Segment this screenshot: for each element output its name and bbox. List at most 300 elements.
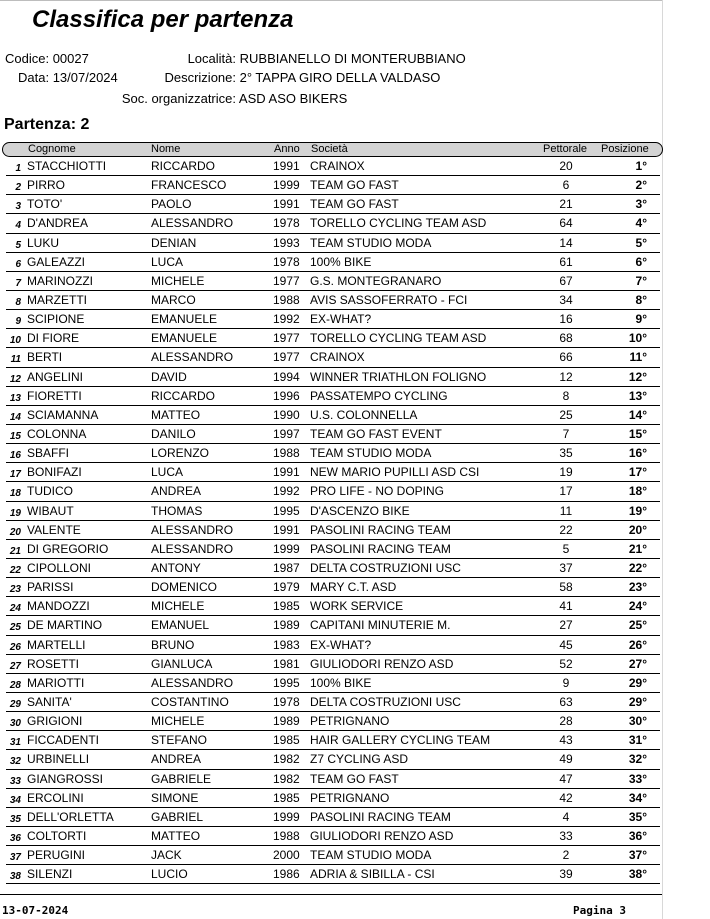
cell-pettorale: 49 bbox=[559, 752, 573, 767]
cell-anno: 1979 bbox=[273, 580, 300, 595]
cell-cognome: ANGELINI bbox=[27, 369, 84, 384]
cell-cognome: STACCHIOTTI bbox=[27, 159, 107, 173]
cell-cognome: TUDICO bbox=[27, 484, 73, 499]
cell-cognome: DI GREGORIO bbox=[27, 541, 109, 556]
cell-row-number: 31 bbox=[9, 737, 21, 749]
cell-posizione: 7° bbox=[635, 273, 647, 288]
top-border bbox=[0, 0, 662, 1]
data-label: Data: bbox=[18, 70, 50, 85]
cell-anno: 1999 bbox=[273, 541, 300, 556]
cell-anno: 1987 bbox=[273, 560, 300, 575]
cell-anno: 1983 bbox=[273, 637, 300, 652]
table-row bbox=[0, 368, 662, 387]
cell-societa: PRO LIFE - NO DOPING bbox=[310, 484, 445, 499]
cell-cognome: MANDOZZI bbox=[27, 599, 90, 614]
cell-row-number: 7 bbox=[15, 277, 21, 289]
cell-nome: ALESSANDRO bbox=[151, 522, 234, 537]
cell-cognome: SANITA' bbox=[27, 694, 72, 709]
cell-societa: HAIR GALLERY CYCLING TEAM bbox=[310, 733, 491, 748]
descrizione-label: Descrizione: bbox=[164, 70, 236, 85]
cell-cognome: FICCADENTI bbox=[27, 733, 99, 748]
cell-posizione: 22° bbox=[628, 560, 647, 575]
cell-pettorale: 21 bbox=[559, 197, 573, 212]
cell-nome: BRUNO bbox=[151, 637, 195, 652]
table-row bbox=[0, 770, 662, 789]
cell-societa: CRAINOX bbox=[310, 159, 365, 173]
table-row bbox=[0, 750, 662, 769]
cell-pettorale: 58 bbox=[559, 580, 573, 595]
col-cognome: Cognome bbox=[28, 143, 76, 155]
cell-nome: ALESSANDRO bbox=[151, 541, 234, 556]
cell-row-number: 38 bbox=[9, 871, 21, 883]
cell-societa: U.S. COLONNELLA bbox=[310, 407, 418, 422]
table-row bbox=[0, 425, 662, 444]
table-row bbox=[0, 789, 662, 808]
cell-cognome: BERTI bbox=[27, 350, 63, 365]
cell-societa: PETRIGNANO bbox=[310, 714, 390, 729]
cell-anno: 2000 bbox=[273, 848, 300, 863]
cell-nome: LUCA bbox=[151, 465, 184, 480]
cell-row-number: 25 bbox=[9, 622, 21, 634]
cell-anno: 1995 bbox=[273, 503, 300, 518]
table-row bbox=[0, 272, 662, 291]
cell-posizione: 14° bbox=[628, 407, 647, 422]
cell-row-number: 11 bbox=[10, 354, 21, 366]
cell-row-number: 20 bbox=[9, 526, 21, 538]
cell-pettorale: 17 bbox=[559, 484, 573, 499]
cell-societa: MARY C.T. ASD bbox=[310, 580, 397, 595]
cell-anno: 1993 bbox=[273, 235, 300, 250]
table-row bbox=[0, 406, 662, 425]
table-row bbox=[0, 502, 662, 521]
cell-row-number: 3 bbox=[15, 201, 21, 213]
cell-posizione: 23° bbox=[628, 580, 647, 595]
cell-societa: EX-WHAT? bbox=[310, 312, 372, 327]
cell-posizione: 3° bbox=[635, 197, 647, 212]
cell-pettorale: 27 bbox=[559, 618, 573, 633]
cell-posizione: 11° bbox=[629, 350, 647, 365]
cell-pettorale: 63 bbox=[559, 694, 573, 709]
cell-pettorale: 34 bbox=[559, 292, 573, 307]
cell-societa: Z7 CYCLING ASD bbox=[310, 752, 409, 767]
cell-pettorale: 5 bbox=[562, 541, 570, 556]
cell-row-number: 14 bbox=[9, 411, 21, 423]
cell-row-number: 9 bbox=[15, 316, 21, 328]
cell-pettorale: 41 bbox=[559, 599, 573, 614]
table-row bbox=[0, 636, 662, 655]
table-row bbox=[0, 387, 662, 406]
table-row bbox=[0, 597, 662, 616]
cell-nome: EMANUELE bbox=[151, 312, 218, 327]
cell-cognome: URBINELLI bbox=[27, 752, 90, 767]
cell-societa: TORELLO CYCLING TEAM ASD bbox=[310, 216, 487, 231]
cell-pettorale: 64 bbox=[559, 216, 573, 231]
cell-nome: DAVID bbox=[151, 369, 187, 384]
cell-societa: WORK SERVICE bbox=[310, 599, 404, 614]
cell-posizione: 8° bbox=[635, 292, 647, 307]
cell-row-number: 33 bbox=[9, 775, 21, 787]
partenza-heading bbox=[4, 116, 89, 134]
cell-societa: CAPITANI MINUTERIE M. bbox=[310, 618, 451, 633]
cell-nome: MATTEO bbox=[151, 828, 201, 843]
table-row bbox=[0, 655, 662, 674]
table-row bbox=[0, 808, 662, 827]
cell-posizione: 1° bbox=[635, 159, 647, 173]
cell-posizione: 24° bbox=[628, 599, 647, 614]
cell-nome: EMANUEL bbox=[151, 618, 210, 633]
cell-pettorale: 47 bbox=[559, 771, 573, 786]
cell-societa: GIULIODORI RENZO ASD bbox=[310, 828, 454, 843]
cell-posizione: 27° bbox=[628, 656, 647, 671]
cell-anno: 1991 bbox=[273, 522, 300, 537]
codice-value: 00027 bbox=[52, 51, 89, 66]
table-row bbox=[0, 157, 662, 176]
cell-posizione: 33° bbox=[628, 771, 647, 786]
table-row bbox=[0, 827, 662, 846]
cell-nome: LUCIO bbox=[151, 867, 188, 882]
cell-nome: DANILO bbox=[151, 426, 196, 441]
cell-societa: GIULIODORI RENZO ASD bbox=[310, 656, 454, 671]
cell-cognome: SCIAMANNA bbox=[27, 407, 99, 422]
cell-nome: ANDREA bbox=[151, 752, 202, 767]
cell-anno: 1982 bbox=[273, 771, 300, 786]
cell-pettorale: 19 bbox=[559, 465, 573, 480]
cell-nome: GABRIEL bbox=[151, 809, 204, 824]
cell-anno: 1992 bbox=[273, 484, 300, 499]
table-row bbox=[0, 234, 662, 253]
cell-nome: SIMONE bbox=[151, 790, 199, 805]
cell-pettorale: 33 bbox=[559, 828, 573, 843]
cell-nome: ALESSANDRO bbox=[151, 216, 234, 231]
cell-posizione: 5° bbox=[635, 235, 647, 250]
cell-row-number: 23 bbox=[9, 584, 21, 596]
cell-pettorale: 66 bbox=[559, 350, 573, 365]
cell-anno: 1981 bbox=[273, 656, 300, 671]
table-row bbox=[0, 674, 662, 693]
cell-societa: DELTA COSTRUZIONI USC bbox=[310, 694, 461, 709]
cell-nome: STEFANO bbox=[151, 733, 208, 748]
cell-cognome: LUKU bbox=[27, 235, 60, 250]
cell-anno: 1990 bbox=[273, 407, 300, 422]
cell-row-number: 16 bbox=[9, 450, 21, 462]
right-border bbox=[662, 0, 663, 919]
cell-cognome: PERUGINI bbox=[27, 848, 86, 863]
cell-anno: 1977 bbox=[273, 350, 300, 365]
cell-pettorale: 37 bbox=[559, 560, 573, 575]
cell-row-number: 15 bbox=[9, 430, 21, 442]
cell-nome: MARCO bbox=[151, 292, 196, 307]
cell-societa: TEAM STUDIO MODA bbox=[310, 848, 432, 863]
soc-field bbox=[100, 91, 347, 106]
cell-anno: 1992 bbox=[273, 312, 300, 327]
cell-row-number: 26 bbox=[9, 641, 21, 653]
cell-anno: 1985 bbox=[273, 733, 300, 748]
table-row bbox=[0, 540, 662, 559]
col-posizione: Posizione bbox=[601, 143, 649, 155]
cell-posizione: 26° bbox=[628, 637, 647, 652]
cell-posizione: 20° bbox=[628, 522, 647, 537]
table-row bbox=[0, 348, 662, 367]
cell-cognome: WIBAUT bbox=[27, 503, 74, 518]
cell-cognome: CIPOLLONI bbox=[27, 560, 92, 575]
cell-posizione: 15° bbox=[628, 426, 647, 441]
cell-nome: RICCARDO bbox=[151, 159, 216, 173]
table-row bbox=[0, 310, 662, 329]
cell-anno: 1985 bbox=[273, 790, 300, 805]
cell-nome: ALESSANDRO bbox=[151, 675, 234, 690]
soc-label: Soc. organizzatrice: bbox=[121, 91, 236, 106]
table-row bbox=[0, 176, 662, 195]
cell-row-number: 36 bbox=[9, 832, 21, 844]
cell-posizione: 25° bbox=[628, 618, 647, 633]
cell-nome: DOMENICO bbox=[151, 580, 217, 595]
cell-anno: 1977 bbox=[273, 331, 300, 346]
table-header bbox=[2, 142, 663, 157]
cell-cognome: GRIGIONI bbox=[27, 714, 83, 729]
cell-pettorale: 35 bbox=[559, 446, 573, 461]
col-pettorale: Pettorale bbox=[543, 143, 588, 155]
cell-row-number: 32 bbox=[9, 756, 21, 768]
cell-cognome: GALEAZZI bbox=[27, 254, 86, 269]
footer-rule bbox=[0, 894, 662, 895]
cell-anno: 1991 bbox=[273, 465, 300, 480]
cell-posizione: 21° bbox=[628, 541, 647, 556]
table-row bbox=[0, 731, 662, 750]
cell-anno: 1988 bbox=[273, 828, 300, 843]
cell-posizione: 10° bbox=[628, 331, 647, 346]
cell-societa: 100% BIKE bbox=[310, 254, 372, 269]
table-row bbox=[0, 444, 662, 463]
cell-societa: D'ASCENZO BIKE bbox=[310, 503, 410, 518]
cell-anno: 1985 bbox=[273, 599, 300, 614]
cell-nome: ANDREA bbox=[151, 484, 202, 499]
table-row bbox=[0, 559, 662, 578]
codice-label: Codice: bbox=[5, 51, 50, 66]
cell-nome: LORENZO bbox=[151, 446, 210, 461]
cell-societa: 100% BIKE bbox=[310, 675, 372, 690]
cell-pettorale: 43 bbox=[559, 733, 573, 748]
table-row bbox=[0, 482, 662, 501]
cell-row-number: 6 bbox=[15, 258, 21, 270]
cell-societa: TEAM GO FAST bbox=[310, 197, 399, 212]
cell-societa: NEW MARIO PUPILLI ASD CSI bbox=[310, 465, 480, 480]
cell-cognome: MARTELLI bbox=[27, 637, 86, 652]
cell-anno: 1989 bbox=[273, 714, 300, 729]
cell-pettorale: 45 bbox=[559, 637, 573, 652]
cell-anno: 1982 bbox=[273, 752, 300, 767]
cell-pettorale: 25 bbox=[559, 407, 573, 422]
cell-posizione: 4° bbox=[635, 216, 647, 231]
cell-posizione: 19° bbox=[628, 503, 647, 518]
cell-cognome: FIORETTI bbox=[27, 388, 82, 403]
partenza-label: Partenza: bbox=[4, 116, 77, 133]
table-row bbox=[0, 329, 662, 348]
cell-nome: EMANUELE bbox=[151, 331, 218, 346]
cell-cognome: D'ANDREA bbox=[27, 216, 88, 231]
col-anno: Anno bbox=[274, 143, 300, 155]
descrizione-field bbox=[100, 70, 440, 85]
table-row bbox=[0, 693, 662, 712]
table-row bbox=[0, 616, 662, 635]
cell-societa: TEAM GO FAST bbox=[310, 771, 399, 786]
cell-societa: PASSATEMPO CYCLING bbox=[310, 388, 448, 403]
cell-cognome: SILENZI bbox=[27, 867, 73, 882]
cell-pettorale: 39 bbox=[559, 867, 573, 882]
cell-anno: 1986 bbox=[273, 867, 300, 882]
cell-nome: GIANLUCA bbox=[151, 656, 213, 671]
cell-anno: 1989 bbox=[273, 618, 300, 633]
cell-cognome: MARINOZZI bbox=[27, 273, 93, 288]
cell-cognome: DI FIORE bbox=[27, 331, 80, 346]
table-row bbox=[0, 578, 662, 597]
localita-label: Località: bbox=[187, 51, 236, 66]
cell-row-number: 34 bbox=[9, 794, 21, 806]
cell-pettorale: 61 bbox=[559, 254, 573, 269]
cell-cognome: DE MARTINO bbox=[27, 618, 103, 633]
cell-row-number: 28 bbox=[9, 679, 21, 691]
cell-nome: MICHELE bbox=[151, 599, 205, 614]
cell-nome: MICHELE bbox=[151, 273, 205, 288]
results-table bbox=[0, 157, 662, 884]
cell-posizione: 12° bbox=[628, 369, 647, 384]
cell-row-number: 12 bbox=[9, 373, 21, 385]
table-row bbox=[0, 214, 662, 233]
cell-societa: CRAINOX bbox=[310, 350, 365, 365]
cell-pettorale: 7 bbox=[562, 426, 570, 441]
cell-pettorale: 6 bbox=[562, 178, 570, 193]
cell-row-number: 10 bbox=[9, 335, 21, 347]
cell-societa: TEAM GO FAST bbox=[310, 178, 399, 193]
cell-cognome: VALENTE bbox=[27, 522, 81, 537]
cell-nome: THOMAS bbox=[151, 503, 203, 518]
table-row bbox=[0, 291, 662, 310]
cell-posizione: 13° bbox=[628, 388, 647, 403]
cell-row-number: 22 bbox=[9, 564, 21, 576]
partenza-value: 2 bbox=[80, 116, 90, 133]
cell-anno: 1999 bbox=[273, 178, 300, 193]
cell-nome: MICHELE bbox=[151, 714, 205, 729]
localita-field bbox=[100, 51, 466, 66]
cell-pettorale: 22 bbox=[559, 522, 573, 537]
cell-posizione: 34° bbox=[628, 790, 647, 805]
cell-societa: ADRIA & SIBILLA - CSI bbox=[310, 867, 435, 882]
cell-nome: COSTANTINO bbox=[151, 694, 229, 709]
cell-posizione: 30° bbox=[628, 714, 647, 729]
cell-row-number: 30 bbox=[9, 718, 21, 730]
cell-nome: ALESSANDRO bbox=[151, 350, 234, 365]
codice-field bbox=[5, 51, 89, 66]
cell-cognome: BONIFAZI bbox=[27, 465, 82, 480]
cell-cognome: GIANGROSSI bbox=[27, 771, 104, 786]
table-row bbox=[0, 195, 662, 214]
col-societa: Società bbox=[311, 143, 348, 155]
cell-societa: PASOLINI RACING TEAM bbox=[310, 809, 451, 824]
cell-posizione: 2° bbox=[635, 178, 647, 193]
cell-societa: EX-WHAT? bbox=[310, 637, 372, 652]
cell-row-number: 4 bbox=[15, 220, 21, 232]
footer-page: Pagina 3 bbox=[573, 904, 626, 917]
cell-anno: 1978 bbox=[273, 216, 300, 231]
cell-anno: 1997 bbox=[273, 426, 300, 441]
data-value: 13/07/2024 bbox=[52, 70, 118, 85]
cell-posizione: 6° bbox=[635, 254, 647, 269]
cell-pettorale: 14 bbox=[559, 235, 573, 250]
cell-pettorale: 12 bbox=[559, 369, 573, 384]
cell-anno: 1988 bbox=[273, 292, 300, 307]
page-title: Classifica per partenza bbox=[32, 6, 294, 33]
cell-row-number: 18 bbox=[9, 488, 21, 500]
cell-anno: 1991 bbox=[273, 159, 300, 173]
cell-posizione: 18° bbox=[628, 484, 647, 499]
cell-posizione: 16° bbox=[628, 446, 647, 461]
table-row bbox=[0, 463, 662, 482]
cell-row-number: 21 bbox=[9, 545, 21, 557]
cell-row-number: 35 bbox=[9, 813, 21, 825]
cell-row-number: 8 bbox=[15, 296, 21, 308]
cell-cognome: PARISSI bbox=[27, 580, 74, 595]
cell-posizione: 17° bbox=[628, 465, 647, 480]
cell-row-number: 13 bbox=[9, 392, 21, 404]
cell-posizione: 32° bbox=[628, 752, 647, 767]
cell-pettorale: 68 bbox=[559, 331, 573, 346]
cell-posizione: 36° bbox=[628, 828, 647, 843]
cell-anno: 1995 bbox=[273, 675, 300, 690]
col-nome: Nome bbox=[151, 143, 181, 155]
row-separator bbox=[6, 883, 660, 884]
cell-societa: DELTA COSTRUZIONI USC bbox=[310, 560, 461, 575]
cell-posizione: 29° bbox=[628, 694, 647, 709]
cell-anno: 1978 bbox=[273, 254, 300, 269]
descrizione-value: 2° TAPPA GIRO DELLA VALDASO bbox=[239, 70, 441, 85]
table-row bbox=[0, 712, 662, 731]
cell-nome: DENIAN bbox=[151, 235, 197, 250]
table-row bbox=[0, 521, 662, 540]
cell-pettorale: 52 bbox=[559, 656, 573, 671]
cell-nome: JACK bbox=[151, 848, 182, 863]
cell-cognome: TOTO' bbox=[27, 197, 63, 212]
cell-nome: LUCA bbox=[151, 254, 184, 269]
localita-value: RUBBIANELLO DI MONTERUBBIANO bbox=[239, 51, 466, 66]
cell-pettorale: 28 bbox=[559, 714, 573, 729]
cell-cognome: DELL'ORLETTA bbox=[27, 809, 114, 824]
table-row bbox=[0, 865, 662, 884]
cell-anno: 1994 bbox=[273, 369, 300, 384]
cell-cognome: SBAFFI bbox=[27, 446, 70, 461]
cell-anno: 1988 bbox=[273, 446, 300, 461]
cell-societa: G.S. MONTEGRANARO bbox=[310, 273, 442, 288]
cell-nome: GABRIELE bbox=[151, 771, 212, 786]
cell-cognome: MARIOTTI bbox=[27, 675, 85, 690]
cell-row-number: 24 bbox=[9, 603, 21, 615]
cell-posizione: 31° bbox=[628, 733, 647, 748]
cell-pettorale: 20 bbox=[559, 159, 573, 173]
cell-row-number: 2 bbox=[15, 182, 21, 194]
cell-societa: PASOLINI RACING TEAM bbox=[310, 541, 451, 556]
cell-posizione: 38° bbox=[628, 867, 647, 882]
cell-pettorale: 2 bbox=[562, 848, 570, 863]
cell-row-number: 19 bbox=[9, 507, 21, 519]
cell-anno: 1996 bbox=[273, 388, 300, 403]
cell-row-number: 17 bbox=[9, 469, 21, 481]
cell-nome: RICCARDO bbox=[151, 388, 216, 403]
cell-cognome: MARZETTI bbox=[27, 292, 87, 307]
cell-societa: AVIS SASSOFERRATO - FCI bbox=[310, 292, 468, 307]
cell-societa: TORELLO CYCLING TEAM ASD bbox=[310, 331, 487, 346]
cell-cognome: SCIPIONE bbox=[27, 312, 85, 327]
cell-nome: FRANCESCO bbox=[151, 178, 227, 193]
cell-row-number: 29 bbox=[9, 698, 21, 710]
cell-societa: TEAM GO FAST EVENT bbox=[310, 426, 442, 441]
